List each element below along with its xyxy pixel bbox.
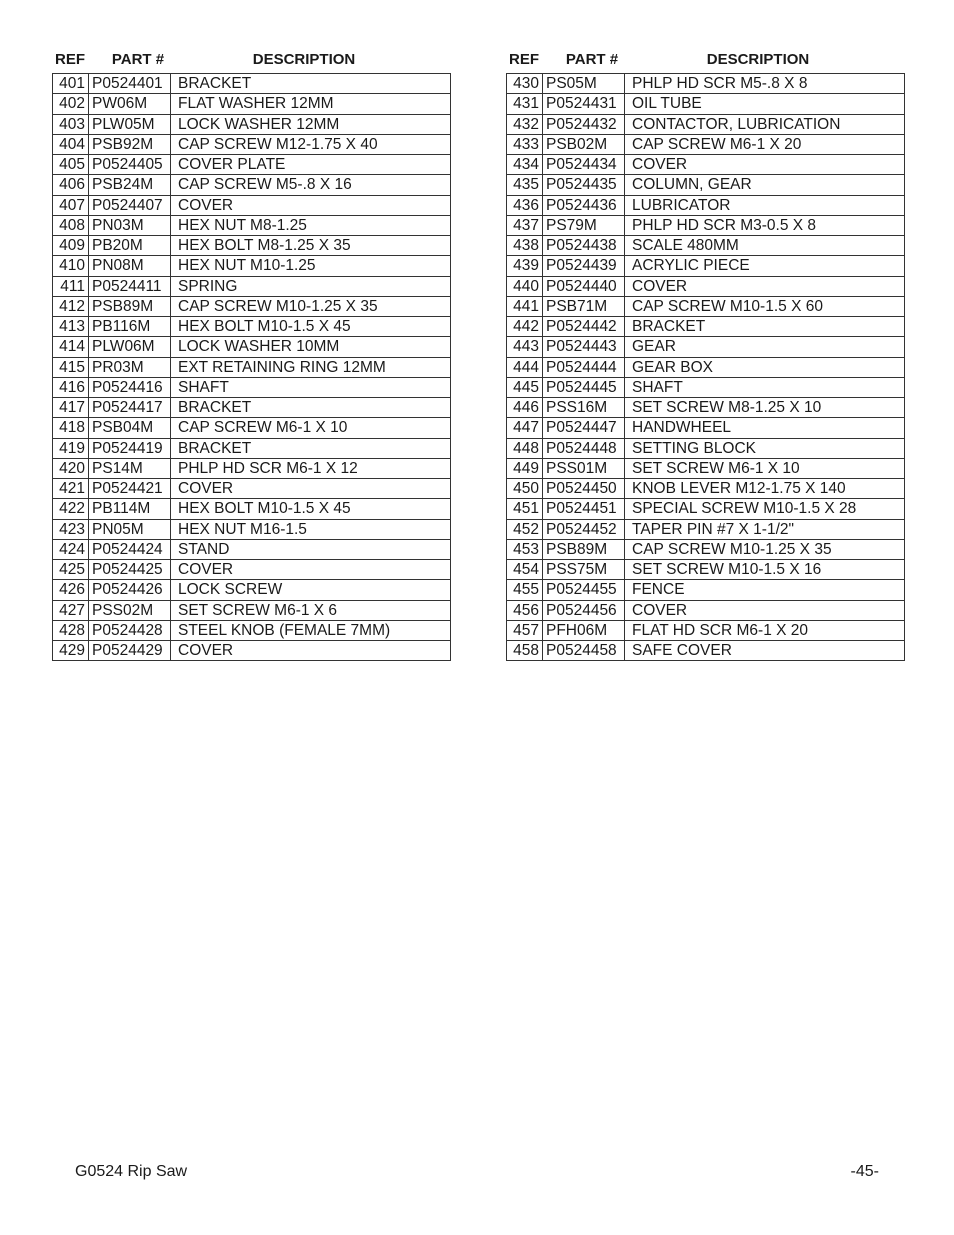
ref-cell: 419: [53, 438, 89, 458]
parts-table-left: [52, 73, 451, 661]
table-row: [53, 641, 451, 661]
table-row: [53, 74, 451, 94]
table-row: [53, 620, 451, 640]
part-number-cell: P0524448: [543, 438, 625, 458]
description-cell: CAP SCREW M12-1.75 X 40: [171, 134, 451, 154]
part-number-cell: P0524447: [543, 418, 625, 438]
description-cell: STAND: [171, 539, 451, 559]
table-row: [53, 317, 451, 337]
part-number-cell: PSB02M: [543, 134, 625, 154]
description-cell: BRACKET: [171, 398, 451, 418]
ref-cell: 453: [507, 539, 543, 559]
ref-cell: 444: [507, 357, 543, 377]
table-row: [53, 519, 451, 539]
description-cell: CAP SCREW M6-1 X 20: [625, 134, 905, 154]
table-row: [507, 236, 905, 256]
ref-cell: 457: [507, 620, 543, 640]
table-row: [507, 276, 905, 296]
part-number-cell: P0524424: [89, 539, 171, 559]
ref-cell: 430: [507, 74, 543, 94]
ref-cell: 456: [507, 600, 543, 620]
description-cell: SET SCREW M6-1 X 6: [171, 600, 451, 620]
table-row: [53, 458, 451, 478]
part-number-cell: PB114M: [89, 499, 171, 519]
description-cell: SET SCREW M8-1.25 X 10: [625, 398, 905, 418]
ref-cell: 425: [53, 560, 89, 580]
table-row: [53, 479, 451, 499]
ref-cell: 421: [53, 479, 89, 499]
part-number-cell: P0524426: [89, 580, 171, 600]
ref-cell: 437: [507, 215, 543, 235]
part-number-cell: P0524416: [89, 377, 171, 397]
ref-cell: 401: [53, 74, 89, 94]
ref-cell: 427: [53, 600, 89, 620]
description-cell: SET SCREW M6-1 X 10: [625, 458, 905, 478]
table-row: [507, 357, 905, 377]
table-row: [53, 94, 451, 114]
description-cell: SHAFT: [625, 377, 905, 397]
table-row: [507, 499, 905, 519]
table-row: [53, 560, 451, 580]
ref-cell: 433: [507, 134, 543, 154]
table-row: [53, 499, 451, 519]
part-number-cell: P0524431: [543, 94, 625, 114]
part-number-cell: P0524439: [543, 256, 625, 276]
part-number-cell: P0524444: [543, 357, 625, 377]
column-headers: [52, 48, 450, 70]
part-number-cell: PR03M: [89, 357, 171, 377]
ref-header: REF: [509, 50, 539, 68]
part-number-cell: PN08M: [89, 256, 171, 276]
table-row: [507, 114, 905, 134]
ref-cell: 424: [53, 539, 89, 559]
description-cell: CAP SCREW M10-1.25 X 35: [171, 296, 451, 316]
description-cell: TAPER PIN #7 X 1-1/2": [625, 519, 905, 539]
table-row: [507, 438, 905, 458]
description-cell: COVER: [171, 195, 451, 215]
description-cell: LOCK SCREW: [171, 580, 451, 600]
description-cell: HEX BOLT M10-1.5 X 45: [171, 499, 451, 519]
table-row: [53, 600, 451, 620]
part-number-cell: P0524455: [543, 580, 625, 600]
ref-cell: 426: [53, 580, 89, 600]
part-number-cell: P0524401: [89, 74, 171, 94]
part-number-cell: P0524438: [543, 236, 625, 256]
ref-cell: 431: [507, 94, 543, 114]
table-row: [507, 74, 905, 94]
description-cell: HEX BOLT M10-1.5 X 45: [171, 317, 451, 337]
table-row: [53, 580, 451, 600]
description-cell: PHLP HD SCR M3-0.5 X 8: [625, 215, 905, 235]
part-number-cell: P0524445: [543, 377, 625, 397]
ref-cell: 406: [53, 175, 89, 195]
description-cell: CONTACTOR, LUBRICATION: [625, 114, 905, 134]
table-row: [53, 438, 451, 458]
ref-cell: 418: [53, 418, 89, 438]
ref-cell: 413: [53, 317, 89, 337]
ref-cell: 435: [507, 175, 543, 195]
description-cell: SCALE 480MM: [625, 236, 905, 256]
table-row: [53, 398, 451, 418]
description-cell: COVER: [625, 155, 905, 175]
description-cell: HEX NUT M8-1.25: [171, 215, 451, 235]
ref-cell: 432: [507, 114, 543, 134]
table-row: [53, 337, 451, 357]
part-number-cell: P0524456: [543, 600, 625, 620]
description-cell: SAFE COVER: [625, 641, 905, 661]
part-number-cell: P0524443: [543, 337, 625, 357]
ref-cell: 443: [507, 337, 543, 357]
description-cell: SHAFT: [171, 377, 451, 397]
table-row: [507, 377, 905, 397]
description-cell: SPRING: [171, 276, 451, 296]
table-row: [53, 256, 451, 276]
ref-cell: 403: [53, 114, 89, 134]
ref-cell: 447: [507, 418, 543, 438]
part-number-cell: P0524451: [543, 499, 625, 519]
table-row: [507, 317, 905, 337]
table-row: [53, 175, 451, 195]
ref-cell: 412: [53, 296, 89, 316]
part-number-cell: P0524421: [89, 479, 171, 499]
description-cell: HEX NUT M10-1.25: [171, 256, 451, 276]
description-cell: LUBRICATOR: [625, 195, 905, 215]
part-number-cell: PSS02M: [89, 600, 171, 620]
table-row: [507, 296, 905, 316]
table-row: [507, 641, 905, 661]
description-cell: COLUMN, GEAR: [625, 175, 905, 195]
description-cell: BRACKET: [171, 74, 451, 94]
description-cell: KNOB LEVER M12-1.75 X 140: [625, 479, 905, 499]
part-number-cell: PN05M: [89, 519, 171, 539]
description-cell: CAP SCREW M10-1.5 X 60: [625, 296, 905, 316]
part-number-cell: PFH06M: [543, 620, 625, 640]
ref-cell: 452: [507, 519, 543, 539]
description-cell: CAP SCREW M6-1 X 10: [171, 418, 451, 438]
ref-cell: 404: [53, 134, 89, 154]
description-cell: COVER PLATE: [171, 155, 451, 175]
description-cell: BRACKET: [625, 317, 905, 337]
part-number-header: PART #: [565, 50, 619, 68]
part-number-cell: PSB04M: [89, 418, 171, 438]
description-cell: FLAT WASHER 12MM: [171, 94, 451, 114]
ref-cell: 417: [53, 398, 89, 418]
part-number-cell: P0524442: [543, 317, 625, 337]
table-row: [507, 458, 905, 478]
table-row: [53, 134, 451, 154]
table-row: [507, 175, 905, 195]
part-number-cell: PSS01M: [543, 458, 625, 478]
ref-cell: 440: [507, 276, 543, 296]
description-cell: OIL TUBE: [625, 94, 905, 114]
parts-list-right: [506, 48, 904, 661]
ref-cell: 411: [53, 276, 89, 296]
table-row: [507, 256, 905, 276]
table-row: [53, 215, 451, 235]
footer-model-name: G0524 Rip Saw: [75, 1163, 188, 1180]
ref-cell: 448: [507, 438, 543, 458]
part-number-cell: PSB92M: [89, 134, 171, 154]
description-cell: COVER: [625, 600, 905, 620]
part-number-cell: P0524405: [89, 155, 171, 175]
description-cell: SPECIAL SCREW M10-1.5 X 28: [625, 499, 905, 519]
part-number-cell: PB20M: [89, 236, 171, 256]
ref-cell: 414: [53, 337, 89, 357]
table-row: [507, 155, 905, 175]
ref-cell: 449: [507, 458, 543, 478]
table-row: [53, 418, 451, 438]
part-number-cell: PSS16M: [543, 398, 625, 418]
ref-cell: 415: [53, 357, 89, 377]
table-row: [507, 539, 905, 559]
table-row: [507, 134, 905, 154]
ref-cell: 423: [53, 519, 89, 539]
description-cell: HEX BOLT M8-1.25 X 35: [171, 236, 451, 256]
part-number-cell: PB116M: [89, 317, 171, 337]
table-row: [507, 519, 905, 539]
part-number-cell: PLW05M: [89, 114, 171, 134]
ref-cell: 410: [53, 256, 89, 276]
footer-page-number: -45-: [850, 1163, 879, 1180]
table-row: [507, 215, 905, 235]
description-cell: CAP SCREW M5-.8 X 16: [171, 175, 451, 195]
part-number-cell: PW06M: [89, 94, 171, 114]
description-cell: PHLP HD SCR M5-.8 X 8: [625, 74, 905, 94]
ref-cell: 434: [507, 155, 543, 175]
table-row: [53, 195, 451, 215]
ref-cell: 407: [53, 195, 89, 215]
part-number-cell: PLW06M: [89, 337, 171, 357]
description-cell: LOCK WASHER 10MM: [171, 337, 451, 357]
table-row: [507, 94, 905, 114]
part-number-cell: PSB89M: [89, 296, 171, 316]
part-number-cell: P0524429: [89, 641, 171, 661]
ref-cell: 428: [53, 620, 89, 640]
parts-table-body: [53, 74, 451, 661]
part-number-cell: PSS75M: [543, 560, 625, 580]
ref-cell: 442: [507, 317, 543, 337]
part-number-cell: P0524435: [543, 175, 625, 195]
table-row: [53, 296, 451, 316]
part-number-cell: P0524458: [543, 641, 625, 661]
ref-cell: 458: [507, 641, 543, 661]
description-cell: ACRYLIC PIECE: [625, 256, 905, 276]
part-number-cell: PSB71M: [543, 296, 625, 316]
parts-table-right: [506, 73, 905, 661]
description-cell: GEAR: [625, 337, 905, 357]
table-row: [53, 276, 451, 296]
description-cell: HANDWHEEL: [625, 418, 905, 438]
table-row: [507, 580, 905, 600]
table-row: [507, 337, 905, 357]
table-row: [53, 539, 451, 559]
ref-header: REF: [55, 50, 85, 68]
description-cell: BRACKET: [171, 438, 451, 458]
table-row: [507, 195, 905, 215]
ref-cell: 455: [507, 580, 543, 600]
table-row: [507, 620, 905, 640]
column-headers: [506, 48, 904, 70]
ref-cell: 408: [53, 215, 89, 235]
ref-cell: 416: [53, 377, 89, 397]
table-row: [53, 155, 451, 175]
description-cell: HEX NUT M16-1.5: [171, 519, 451, 539]
description-cell: FLAT HD SCR M6-1 X 20: [625, 620, 905, 640]
description-header: DESCRIPTION: [706, 50, 810, 68]
ref-cell: 445: [507, 377, 543, 397]
ref-cell: 450: [507, 479, 543, 499]
part-number-cell: P0524407: [89, 195, 171, 215]
part-number-cell: PN03M: [89, 215, 171, 235]
ref-cell: 429: [53, 641, 89, 661]
ref-cell: 438: [507, 236, 543, 256]
part-number-cell: PS79M: [543, 215, 625, 235]
description-cell: FENCE: [625, 580, 905, 600]
description-cell: LOCK WASHER 12MM: [171, 114, 451, 134]
description-cell: GEAR BOX: [625, 357, 905, 377]
parts-list-left: [52, 48, 450, 661]
part-number-cell: P0524440: [543, 276, 625, 296]
part-number-cell: PSB24M: [89, 175, 171, 195]
description-cell: COVER: [171, 479, 451, 499]
description-cell: COVER: [171, 641, 451, 661]
ref-cell: 446: [507, 398, 543, 418]
table-row: [53, 357, 451, 377]
description-cell: CAP SCREW M10-1.25 X 35: [625, 539, 905, 559]
description-header: DESCRIPTION: [252, 50, 356, 68]
table-row: [507, 479, 905, 499]
ref-cell: 451: [507, 499, 543, 519]
ref-cell: 402: [53, 94, 89, 114]
description-cell: SET SCREW M10-1.5 X 16: [625, 560, 905, 580]
ref-cell: 436: [507, 195, 543, 215]
ref-cell: 409: [53, 236, 89, 256]
table-row: [53, 236, 451, 256]
part-number-cell: P0524434: [543, 155, 625, 175]
ref-cell: 405: [53, 155, 89, 175]
part-number-cell: PS14M: [89, 458, 171, 478]
part-number-cell: P0524436: [543, 195, 625, 215]
part-number-cell: PS05M: [543, 74, 625, 94]
table-row: [53, 114, 451, 134]
part-number-cell: P0524419: [89, 438, 171, 458]
part-number-cell: P0524452: [543, 519, 625, 539]
description-cell: EXT RETAINING RING 12MM: [171, 357, 451, 377]
ref-cell: 439: [507, 256, 543, 276]
ref-cell: 441: [507, 296, 543, 316]
part-number-header: PART #: [111, 50, 165, 68]
part-number-cell: P0524411: [89, 276, 171, 296]
ref-cell: 454: [507, 560, 543, 580]
table-row: [507, 560, 905, 580]
part-number-cell: P0524417: [89, 398, 171, 418]
description-cell: COVER: [171, 560, 451, 580]
part-number-cell: P0524425: [89, 560, 171, 580]
description-cell: STEEL KNOB (FEMALE 7MM): [171, 620, 451, 640]
table-row: [507, 600, 905, 620]
table-row: [507, 398, 905, 418]
ref-cell: 422: [53, 499, 89, 519]
parts-table-body: [507, 74, 905, 661]
table-row: [53, 377, 451, 397]
part-number-cell: P0524450: [543, 479, 625, 499]
part-number-cell: P0524428: [89, 620, 171, 640]
description-cell: PHLP HD SCR M6-1 X 12: [171, 458, 451, 478]
part-number-cell: PSB89M: [543, 539, 625, 559]
part-number-cell: P0524432: [543, 114, 625, 134]
ref-cell: 420: [53, 458, 89, 478]
table-row: [507, 418, 905, 438]
description-cell: SETTING BLOCK: [625, 438, 905, 458]
description-cell: COVER: [625, 276, 905, 296]
